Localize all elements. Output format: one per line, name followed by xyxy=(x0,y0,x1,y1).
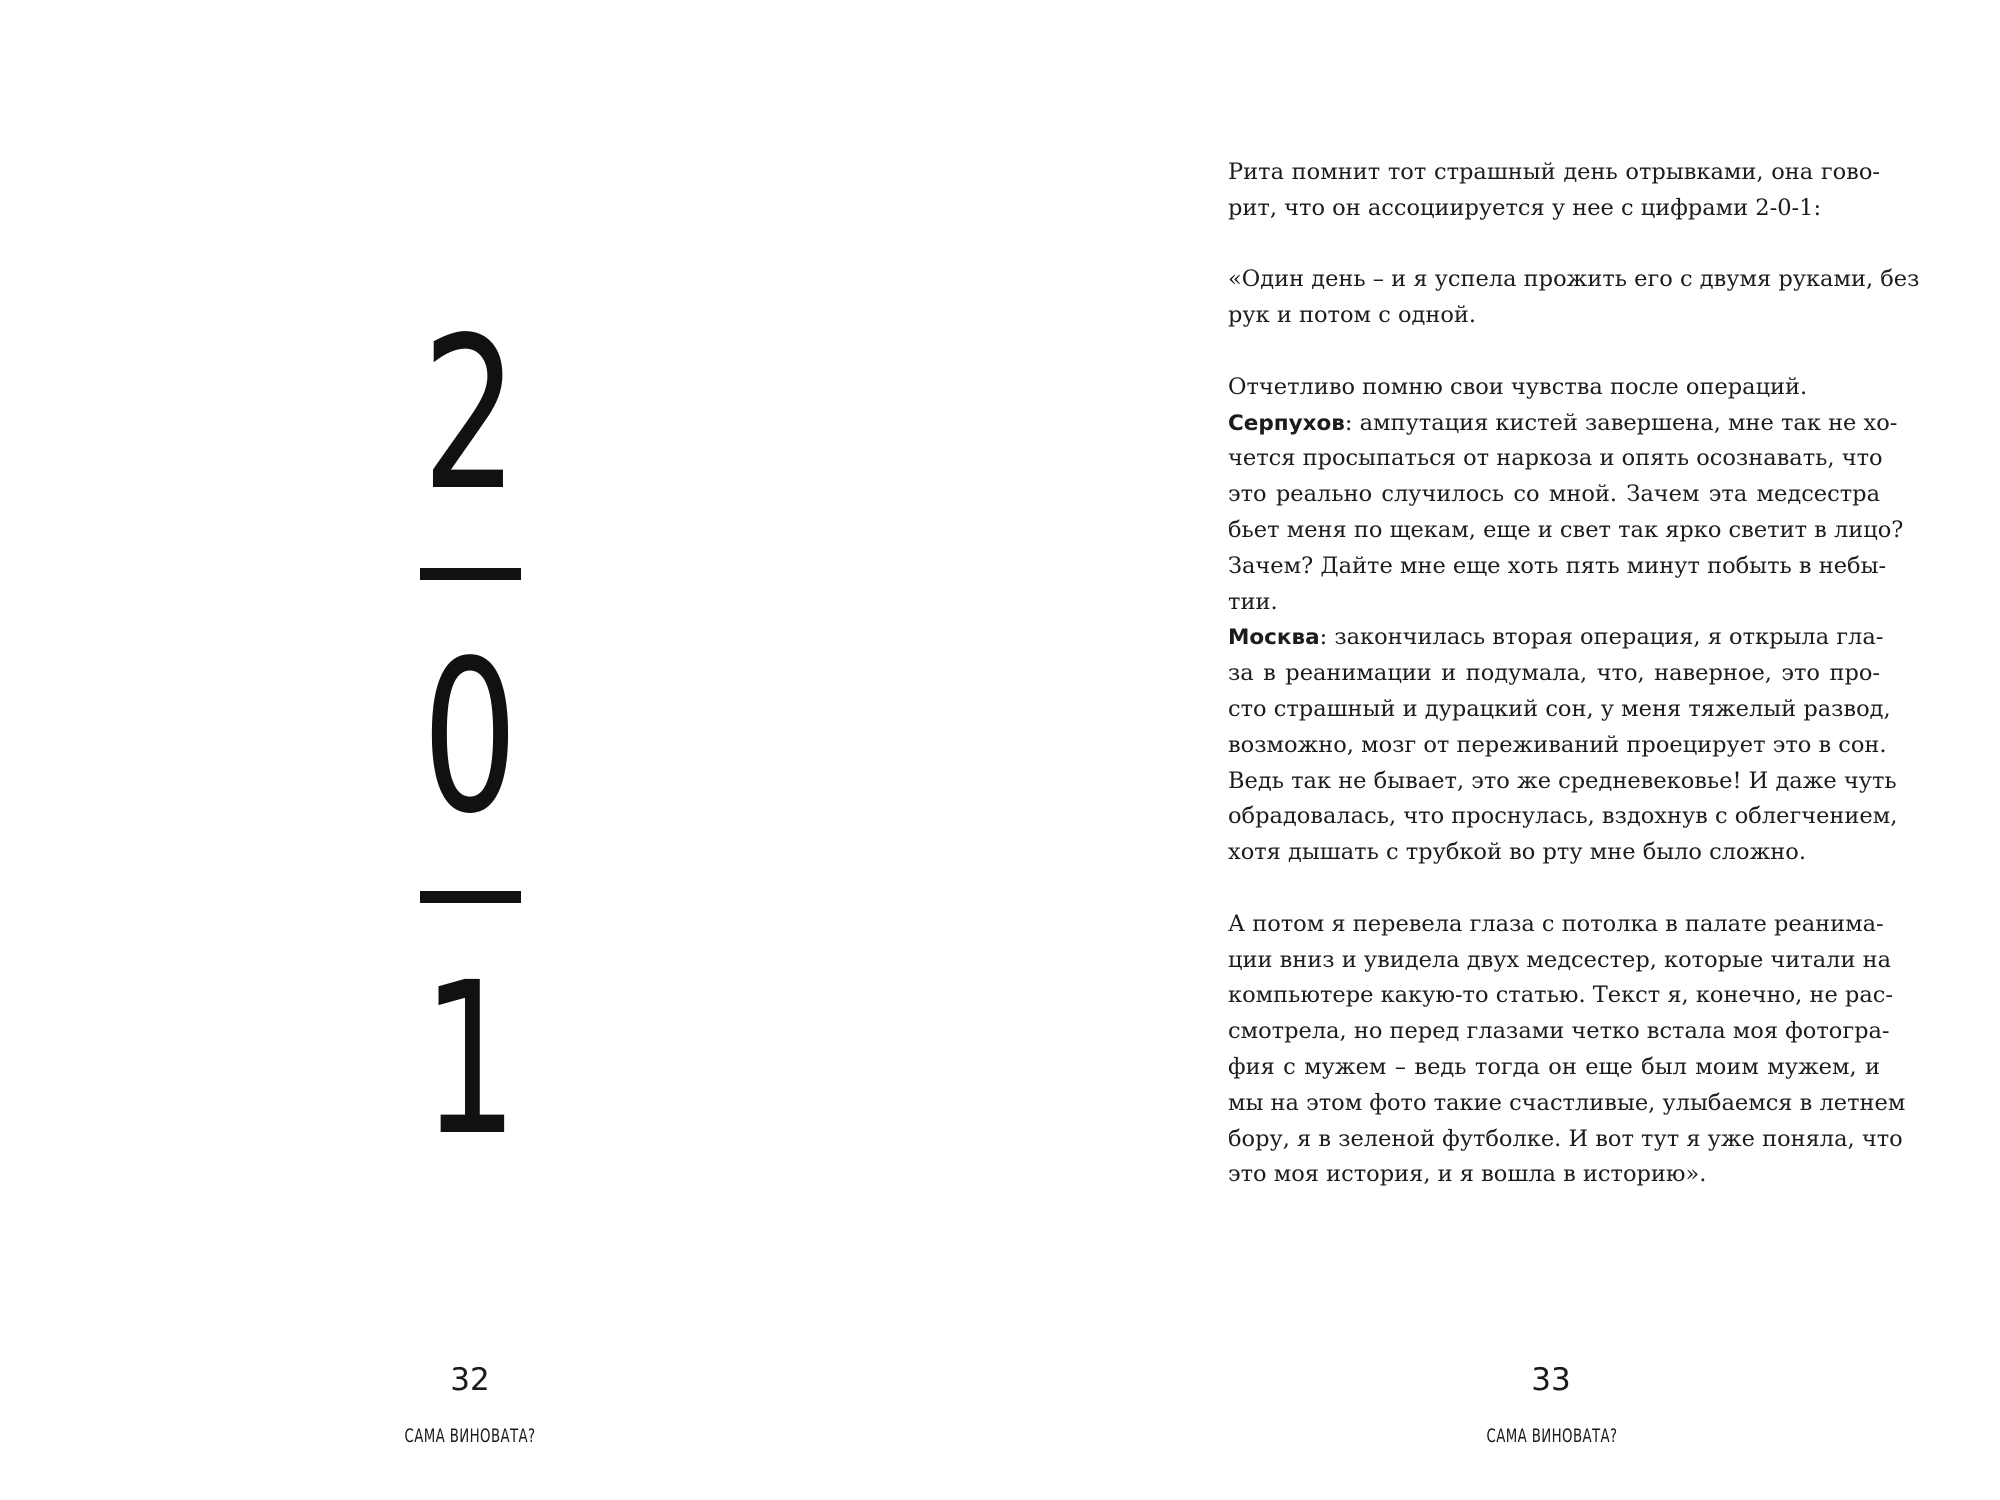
text-line: это моя история, и я вошла в историю». xyxy=(1228,1161,1707,1188)
text-line: фия с мужем – ведь тогда он еще был моим мужем, и xyxy=(1228,1053,1880,1080)
text-line: компьютере какую-то статью. Текст я, конечно, не рас- xyxy=(1228,982,1893,1009)
big-digit-0: 0 xyxy=(421,615,519,860)
text-line: Рита помнит тот страшный день отрывками, она гово- xyxy=(1228,159,1880,185)
text-line: мы на этом фото такие счастливые, улыбаемся в летнем xyxy=(1228,1089,1906,1116)
text-line: чется просыпаться от наркоза и опять осознавать, что xyxy=(1228,445,1883,472)
paragraph-1 xyxy=(1228,155,1880,227)
digit-separator xyxy=(420,568,521,580)
paragraph-2 xyxy=(1228,262,1920,334)
text-line xyxy=(1228,406,1898,442)
running-title-left: САМА ВИНОВАТА? xyxy=(404,1425,536,1447)
text-line: ции вниз и увидела двух медсестер, которые читали на xyxy=(1228,946,1892,973)
big-digit-2: 2 xyxy=(421,292,519,537)
text-line: Ведь так не бывает, это же средневековье! И даже чуть xyxy=(1228,767,1897,794)
text-line: Зачем? Дайте мне еще хоть пять минут побыть в небы- xyxy=(1228,552,1887,579)
text-line: бьет меня по щекам, еще и свет так ярко светит в лицо? xyxy=(1228,516,1904,543)
paragraph-3 xyxy=(1228,370,1904,871)
text-span: : закончилась вторая операция, я открыла гла- xyxy=(1319,624,1884,651)
text-line xyxy=(1228,620,1884,656)
text-line: это реально случилось со мной. Зачем эта медсестра xyxy=(1228,481,1880,508)
digit-separator xyxy=(420,891,521,903)
page-number-right: 33 xyxy=(1531,1362,1571,1398)
place-label-serpukhov: Серпухов xyxy=(1228,410,1345,436)
text-line: «Один день – и я успела прожить его с двумя руками, без xyxy=(1228,266,1920,293)
big-digit-1: 1 xyxy=(421,937,519,1182)
text-line: бору, я в зеленой футболке. И вот тут я уже поняла, что xyxy=(1228,1125,1903,1152)
text-line: рит, что он ассоциируется у нее с цифрами 2-0-1: xyxy=(1228,194,1822,221)
paragraph-4 xyxy=(1228,907,1906,1193)
body-text xyxy=(1228,155,1920,1193)
text-line: обрадовалась, что проснулась, вздохнув с облегчением, xyxy=(1228,803,1898,830)
text-line: возможно, мозг от переживаний проецирует это в сон. xyxy=(1228,731,1887,758)
place-label-moskva: Москва xyxy=(1228,625,1320,651)
text-line: сто страшный и дурацкий сон, у меня тяжелый развод, xyxy=(1228,695,1891,722)
text-line: тии. xyxy=(1228,588,1278,615)
page-number-left: 32 xyxy=(450,1362,490,1398)
text-line: за в реанимации и подумала, что, наверное, это про- xyxy=(1228,660,1880,687)
running-title-right: САМА ВИНОВАТА? xyxy=(1486,1425,1618,1447)
text-line: А потом я перевела глаза с потолка в палате реанима- xyxy=(1228,910,1884,937)
text-line: хотя дышать с трубкой во рту мне было сложно. xyxy=(1228,839,1806,866)
text-line: смотрела, но перед глазами четко встала моя фотогра- xyxy=(1228,1018,1890,1045)
text-line: рук и потом с одной. xyxy=(1228,302,1477,329)
text-span: : ампутация кистей завершена, мне так не хо- xyxy=(1344,409,1898,436)
text-line: Отчетливо помню свои чувства после операций. xyxy=(1228,373,1808,400)
